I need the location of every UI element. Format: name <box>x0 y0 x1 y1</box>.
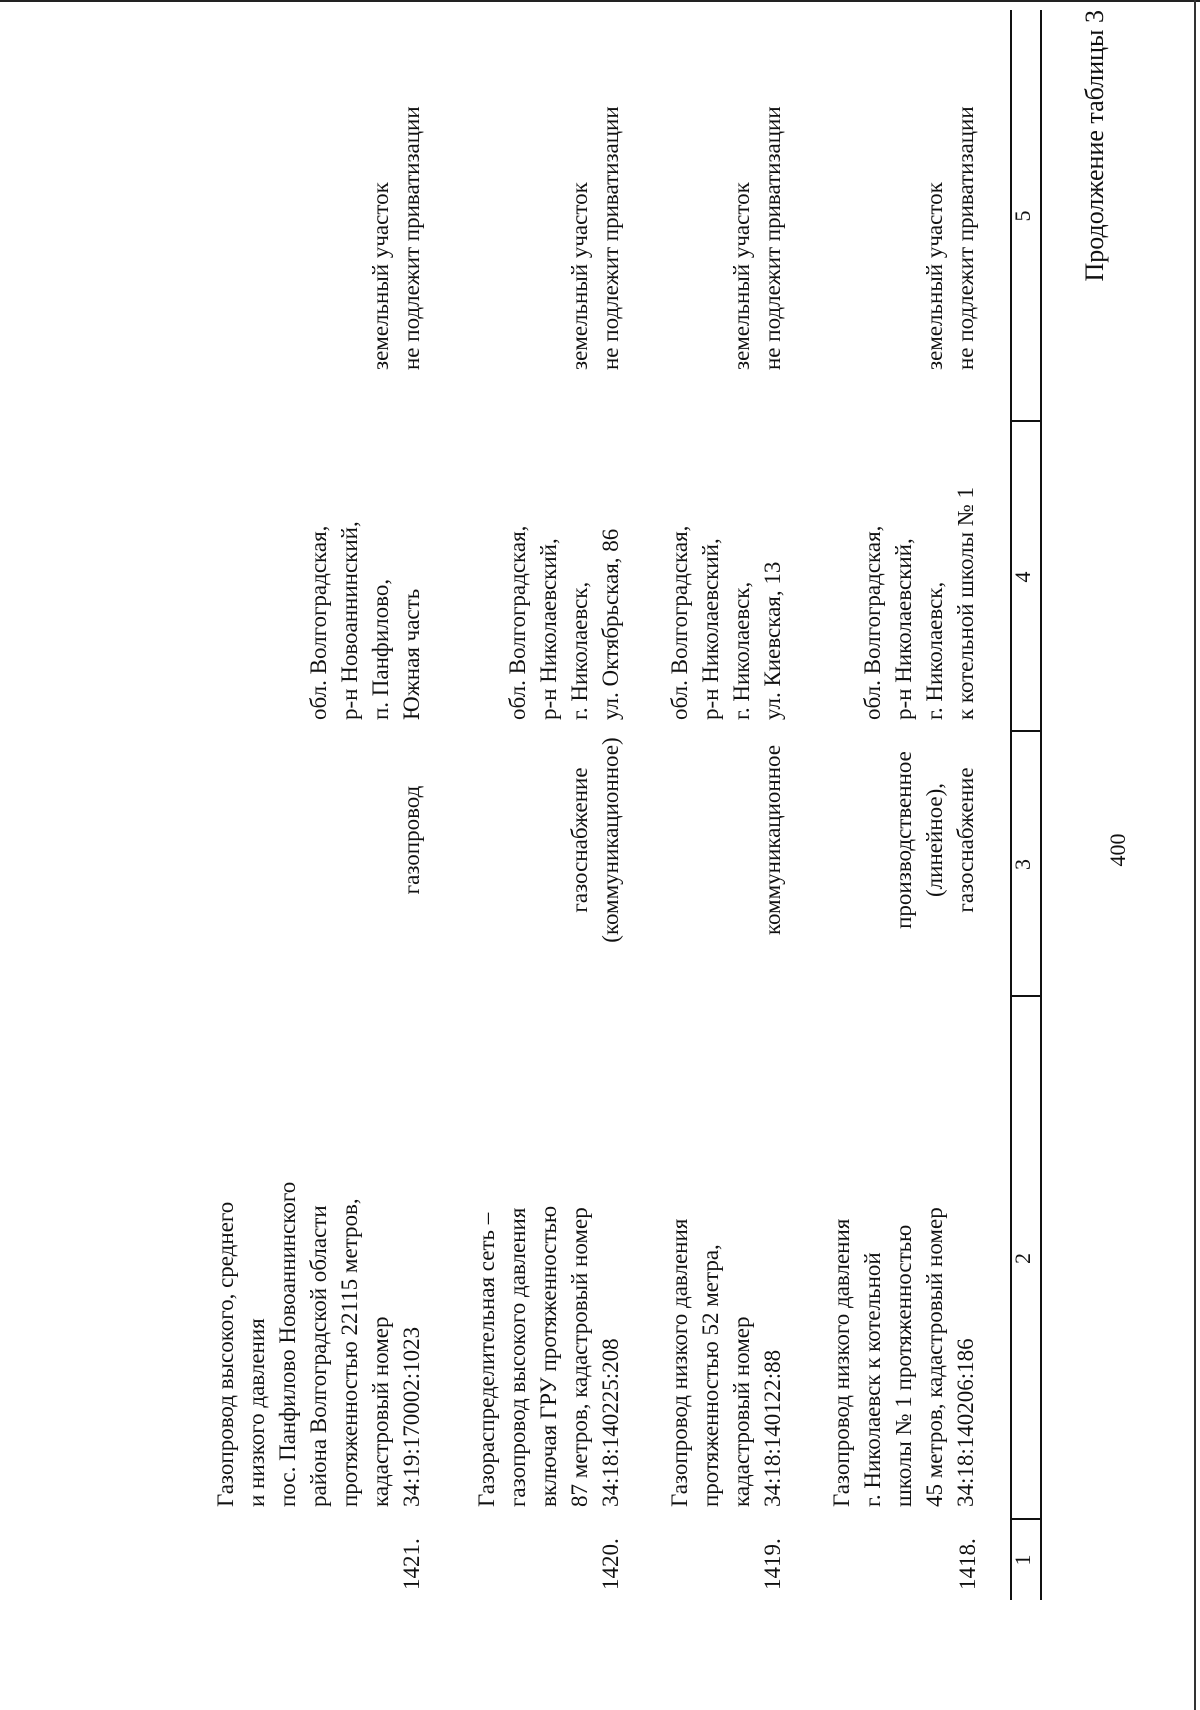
object-purpose: газопровод <box>399 785 424 895</box>
table-header-rule <box>1040 10 1042 1600</box>
object-purpose: производственное (линейное), газоснабжение <box>891 751 978 929</box>
header-col-5: 5 <box>1010 210 1035 222</box>
object-address: обл. Волгоградская, р-н Николаевский, г. Николаевск, ул. Киевская, 13 <box>667 525 785 720</box>
page-number: 400 <box>1105 833 1130 867</box>
object-note: земельный участок не подлежит приватизации <box>567 106 623 370</box>
object-name: Газопровод низкого давления г. Николаевск к котельной школы № 1 протяженностью 45 метров, кадастровый номер 34:18:140206:186 <box>829 1207 978 1507</box>
row-number: 1421. <box>399 1538 424 1590</box>
object-note: земельный участок не подлежит приватизации <box>368 106 424 370</box>
object-address: обл. Волгоградская, р-н Николаевский, г. Николаевск, ул. Октябрьская, 86 <box>505 525 623 720</box>
object-address: обл. Волгоградская, р-н Николаевский, г. Николаевск, к котельной школы № 1 <box>860 486 978 720</box>
row-number: 1418. <box>955 1538 980 1590</box>
object-purpose: газоснабжение (коммуникационное) <box>567 737 623 943</box>
header-col-2: 2 <box>1010 1253 1035 1264</box>
continuation-title: Продолжение таблицы 3 <box>1080 10 1109 282</box>
object-note: земельный участок не подлежит приватизации <box>922 106 978 370</box>
object-name: Газопровод низкого давления протяженностью 52 метра, кадастровый номер 34:18:140122:88 <box>667 1218 785 1507</box>
object-name: Газораспределительная сеть – газопровод высокого давления включая ГРУ протяженностью 87 метров, кадастровый номер 34:18:140225:208 <box>474 1205 623 1507</box>
row-number: 1420. <box>598 1538 623 1590</box>
header-col-4: 4 <box>1010 571 1035 583</box>
object-address: обл. Волгоградская, р-н Новоаннинский, п. Панфилово, Южная часть <box>306 521 424 720</box>
object-name: Газопровод высокого, среднего и низкого давления пос. Панфилово Новоаннинского района Волгоградской области протяженностью 22115 метров, кадастровый номер 34:19:170002:1023 <box>213 1181 424 1507</box>
header-col-1: 1 <box>1010 1554 1035 1566</box>
object-note: земельный участок не подлежит приватизации <box>729 106 785 370</box>
header-col-3: 3 <box>1010 859 1035 870</box>
object-purpose: коммуникационное <box>760 744 785 936</box>
row-number: 1419. <box>760 1538 785 1590</box>
